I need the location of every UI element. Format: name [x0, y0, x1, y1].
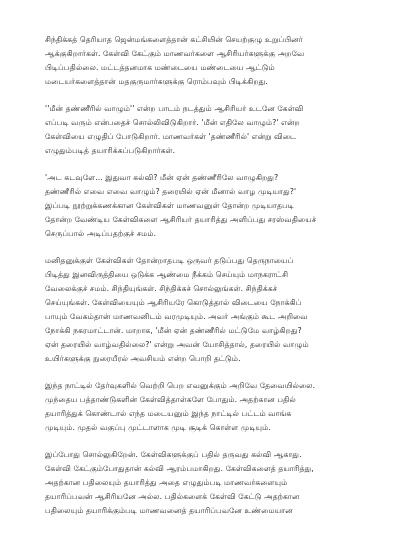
text-line: அதற்கான பதிலையும் தயாரித்து அதை எழுதும்படி மாணவர்களையும்: [45, 478, 288, 487]
text-line: முந்தைய பத்தாண்டுகளின் கேள்வித்தாள்களே போதும். அதற்கான பதில்: [45, 395, 296, 404]
text-line: இந்த நாட்டில் தேர்வுகளில் வெற்றி பெற எவனுக்கும் அறிவே தேவையில்லை.: [45, 381, 316, 390]
text-line: இப்போது சொல்லுகிறேன். கேள்விகளுக்குப் பதில் தருவது கல்வி ஆகாது.: [45, 450, 302, 459]
text-line: செய்யுங்கள். கேள்வியையும் ஆசிரியரே கொடுத்தால் விடையை நோக்கிப்: [45, 298, 302, 307]
text-line: பிடிப்பதில்லை. மட்டத்தனமாக மண்டையை மண்டையை ஆட்டும்: [45, 63, 275, 72]
text-line: தயாரிப்பவன் ஆசிரியனே அல்ல. பதில்களைக் கேள்வி கேட்டு அதற்கான: [45, 492, 300, 501]
paragraph-4: [45, 254, 392, 366]
text-line: மனிதனுக்குள் கேள்விகள் தோன்றாதபடி ஒருவர் தடுப்பது தெருநாயைப்: [45, 256, 294, 265]
text-line: கேள்வியை எழுதிப் போடுகிறார். மாணவர்கள் 'தண்ணீரில்' என்று விடை: [45, 132, 297, 141]
text-line: எப்படி வரும் என்பதைச் சொல்லிவிடுகிறார். 'மீன் எதிலே வாழும்?' என்ற: [45, 118, 300, 127]
text-line: ஆக்குகிறார்கள். கேள்வி கேட்கும் மாணவர்களை ஆசிரியர்களுக்கு அறவே: [45, 49, 305, 58]
paragraph-5: [45, 379, 392, 435]
text-line: 'அட கடவுளே... இதுவா கல்வி? மீன் ஏன் தண்ணீரிலே வாழுகிறது?: [45, 173, 279, 182]
text-line: பிடித்து இனவிருத்தியை ஒடுக்க ஆண்மை நீக்கம் செய்யும் மாநகராட்சி: [45, 270, 289, 279]
text-line: கேள்வி கேட்கும்போதுதான் கல்வி ஆரம்பமாகிறது. கேள்விகளைத் தயாரித்து,: [45, 464, 314, 473]
paragraph-2: [45, 102, 392, 158]
paragraph-3: [45, 171, 392, 241]
text-line: ஏன் தரையில் வாழ்வதில்லை?' என்று அவன் யோசித்தால், தரையில் வாழும்: [45, 340, 309, 349]
text-line: பாயும் வேகம்தான் மாணவனிடம் வரமுடியும். அவர் அங்கும் கூட அறிவை: [45, 312, 308, 321]
text-line: இப்படி நூற்றுக்கணக்கான கேள்விகள் மாணவனுள் தோன்ற முடியாதபடி: [45, 201, 294, 210]
paragraph-6: [45, 448, 392, 518]
text-line: எழுதும்படித் தயாரிக்கப்படுகிறார்கள்.: [45, 146, 176, 155]
text-line: தோன்ற வேண்டிய கேள்விகளை ஆசிரியர் தயாரித்து அளிப்பது சரஸ்வதியைச்: [45, 215, 317, 224]
paragraph-1: [45, 33, 392, 89]
text-line: சிந்திக்கத் தெரியாத ஜென்மங்களைத்தான் கட்சியின் செயற்குழு உறுப்பினர்: [45, 35, 303, 44]
text-line: செருப்பால் அடிப்பதற்குச் சமம்.: [45, 229, 157, 238]
text-line: உயிர்களுக்கு நுரையீரல் அவசியம் என்ற பொறி தட்டும்.: [45, 354, 241, 363]
text-line: பதிலையும் தயாரிக்கும்படி மாணவனைத் தயாரிப்பவனே உண்மையான: [45, 506, 293, 515]
text-line: தண்ணீரில் எவை எவை வாழும்? தரையில் ஏன் மீனால் வாழ முடியாது?': [45, 187, 297, 196]
text-line: ''மீன் தண்ணீரில் வாழும்'' என்ற பாடம் நடத்தும் ஆசிரியர் உடனே கேள்வி: [45, 104, 304, 113]
text-line: நோக்கி நகரமாட்டான். மாறாக, 'மீன் ஏன் தண்ணீரில் மட்டுமே வாழ்கிறது?: [45, 326, 302, 335]
text-line: தயாரித்துக் கொண்டால் எந்த மடையனும் இந்த நாட்டில் பட்டம் வாங்க: [45, 409, 292, 418]
text-line: மடையர்களைத்தான் மதகுருமார்களுக்கு ரொம்பவும் பிடிக்கிறது.: [45, 77, 268, 86]
text-line: வேலைக்குச் சமம். சிந்தியுங்கள். சிந்திக்கச் சொல்லுங்கள். சிந்திக்கச்: [45, 284, 278, 293]
text-line: முடியும். முதல் வகுப்பு முட்டாளாக முடி சூடிக் கொள்ள முடியும்.: [45, 423, 271, 432]
